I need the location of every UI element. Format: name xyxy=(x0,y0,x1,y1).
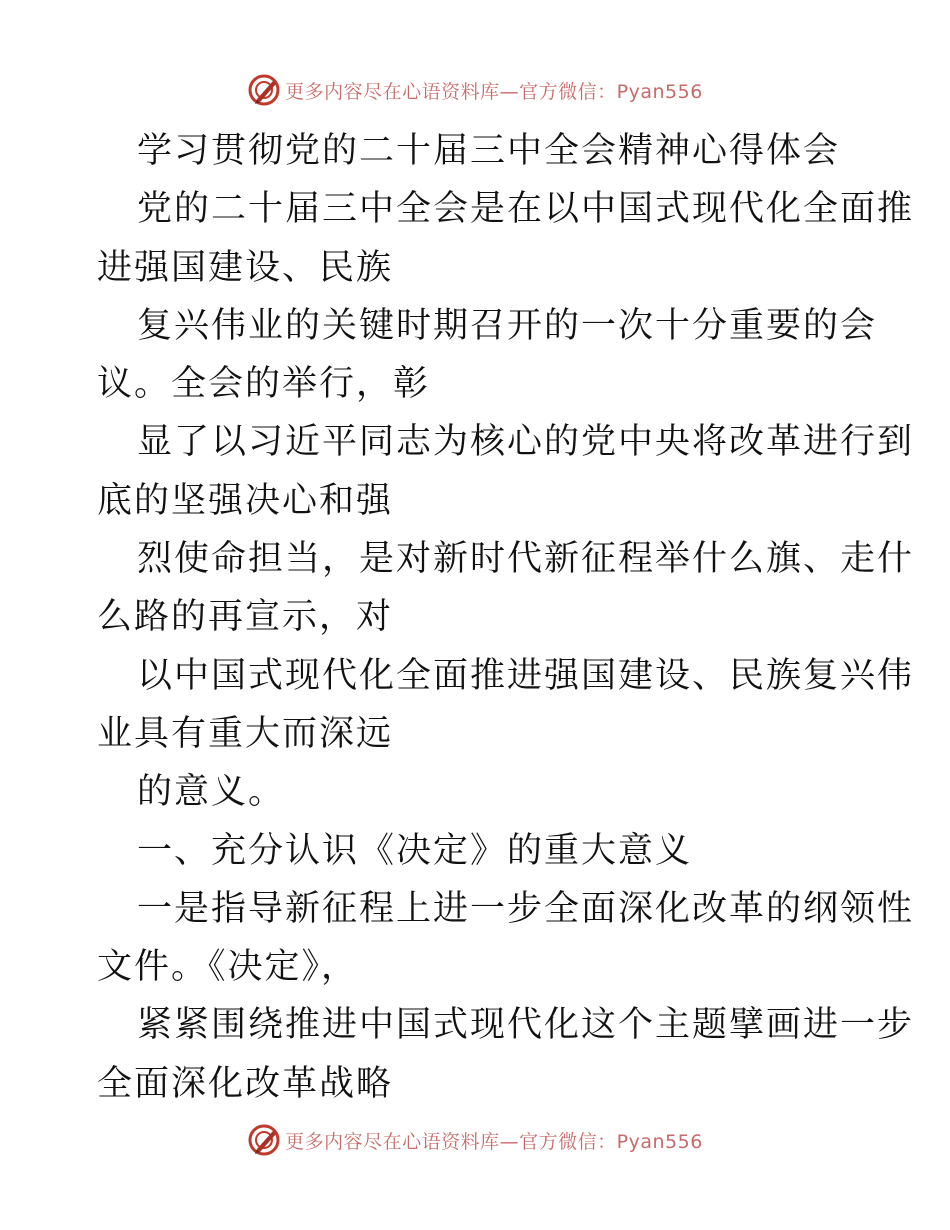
footer-watermark xyxy=(0,1120,950,1160)
document-title: 学习贯彻党的二十届三中全会精神心得体会 xyxy=(137,131,841,171)
pen-logo-icon xyxy=(247,1123,281,1157)
paragraph-line: 全面深化改革战略 xyxy=(97,1063,394,1104)
paragraph-line: 么路的再宣示，对 xyxy=(97,597,394,638)
paragraph-line: 的意义。 xyxy=(137,772,286,813)
paragraph-line: 底的坚强决心和强 xyxy=(97,480,394,521)
header-watermark xyxy=(0,70,950,110)
section-heading: 一、充分认识《决定》的重大意义 xyxy=(137,830,693,871)
paragraph-line: 文件。《决定》， xyxy=(97,947,359,988)
paragraph-line: 议。全会的举行，彰 xyxy=(97,364,431,405)
watermark-text: 更多内容尽在心语资料库—官方微信：Pyan556 xyxy=(285,1130,703,1153)
document-body xyxy=(97,122,915,1113)
watermark-text: 更多内容尽在心语资料库—官方微信：Pyan556 xyxy=(285,80,703,103)
paragraph-line: 业具有重大而深远 xyxy=(97,713,394,754)
paragraph-line: 紧紧围绕推进中国式现代化这个主题擘画进一步 xyxy=(137,1005,915,1046)
paragraph-line: 进强国建设、民族 xyxy=(97,247,394,288)
paragraph-line: 以中国式现代化全面推进强国建设、民族复兴伟 xyxy=(137,655,915,696)
paragraph-line: 显了以习近平同志为核心的党中央将改革进行到 xyxy=(137,422,915,463)
paragraph-line: 一是指导新征程上进一步全面深化改革的纲领性 xyxy=(137,888,915,929)
paragraph-line: 复兴伟业的关键时期召开的一次十分重要的会 xyxy=(137,305,878,346)
pen-logo-icon xyxy=(247,73,281,107)
paragraph-line: 烈使命担当，是对新时代新征程举什么旗、走什 xyxy=(137,539,915,580)
paragraph-line: 党的二十届三中全会是在以中国式现代化全面推 xyxy=(137,189,915,230)
